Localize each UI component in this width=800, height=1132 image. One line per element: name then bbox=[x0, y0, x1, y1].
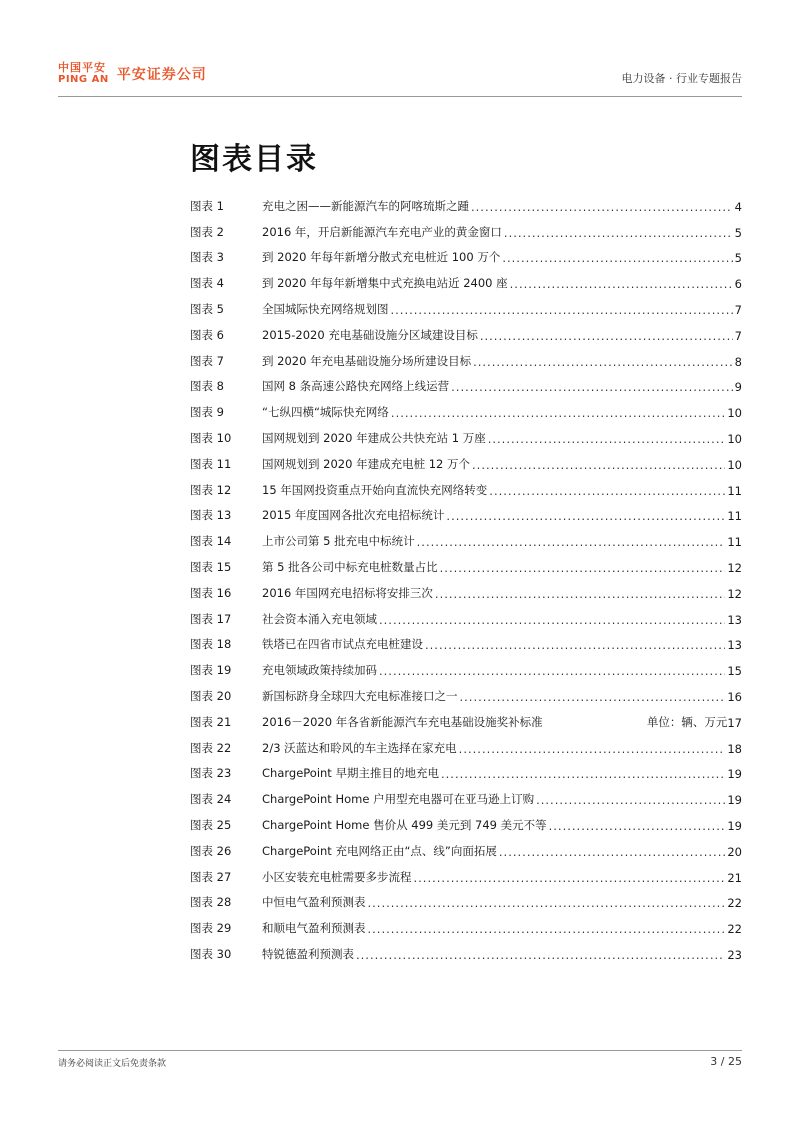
toc-entry-page: 22 bbox=[727, 896, 742, 911]
page-number: 3 / 25 bbox=[710, 1055, 742, 1068]
toc-entry-number: 图表 27 bbox=[190, 869, 232, 884]
toc-entry-title: 2/3 沃蓝达和聆风的车主选择在家充电 bbox=[262, 740, 457, 755]
toc-entry-title: 铁塔已在四省市试点充电桩建设 bbox=[262, 637, 423, 652]
toc-entry[interactable] bbox=[190, 833, 742, 859]
toc-dot-leader bbox=[368, 896, 726, 910]
toc-entry-page: 5 bbox=[734, 225, 742, 240]
toc-entry-title: 2015-2020 充电基础设施分区域建设目标 bbox=[262, 327, 478, 342]
toc-entry-title: 上市公司第 5 批充电中标统计 bbox=[262, 534, 415, 549]
toc-dot-leader bbox=[471, 200, 733, 214]
footer-divider bbox=[58, 1050, 742, 1051]
toc-entry-page: 19 bbox=[727, 767, 742, 782]
toc-entry-title: ChargePoint Home 售价从 499 美元到 749 美元不等 bbox=[262, 817, 547, 832]
toc-entry[interactable] bbox=[190, 265, 742, 291]
toc-entry[interactable] bbox=[190, 188, 742, 214]
toc-dot-leader bbox=[480, 329, 733, 343]
toc-entry-number: 图表 13 bbox=[190, 508, 232, 523]
toc-entry-page: 12 bbox=[727, 586, 742, 601]
toc-entry-title: 小区安装充电桩需要多步流程 bbox=[262, 869, 412, 884]
toc-entry-title: 2016－2020 年各省新能源汽车充电基础设施奖补标准 bbox=[262, 714, 543, 729]
toc-entry-title: ChargePoint 早期主推目的地充电 bbox=[262, 766, 439, 781]
toc-entry-page: 15 bbox=[727, 664, 742, 679]
toc-dot-leader bbox=[451, 380, 733, 394]
toc-entry[interactable] bbox=[190, 704, 742, 730]
toc-dot-leader bbox=[414, 871, 726, 885]
toc-entry[interactable] bbox=[190, 601, 742, 627]
toc-entry-number: 图表 5 bbox=[190, 301, 224, 316]
toc-entry-number: 图表 3 bbox=[190, 250, 224, 265]
toc-entry-number: 图表 6 bbox=[190, 327, 224, 342]
toc-entry-number: 图表 20 bbox=[190, 688, 232, 703]
toc-entry[interactable] bbox=[190, 885, 742, 911]
toc-entry-page: 8 bbox=[734, 354, 742, 369]
ping-an-logo bbox=[58, 62, 207, 85]
toc-entry[interactable] bbox=[190, 498, 742, 524]
toc-entry-title: 到 2020 年每年新增分散式充电桩近 100 万个 bbox=[262, 250, 501, 265]
toc-entry-page: 5 bbox=[734, 251, 742, 266]
toc-dot-leader bbox=[460, 690, 726, 704]
toc-entry-title: 2016 年，开启新能源汽车充电产业的黄金窗口 bbox=[262, 224, 502, 239]
toc-entry-number: 图表 29 bbox=[190, 921, 232, 936]
toc-entry[interactable] bbox=[190, 240, 742, 266]
toc-dot-leader bbox=[435, 587, 725, 601]
toc-entry-page: 6 bbox=[734, 277, 742, 292]
toc-entry-title: 新国标跻身全球四大充电标准接口之一 bbox=[262, 688, 458, 703]
toc-entry-page: 11 bbox=[727, 509, 742, 524]
toc-dot-leader bbox=[472, 458, 725, 472]
toc-entry-title: 2015 年度国网各批次充电招标统计 bbox=[262, 508, 445, 523]
toc-entry-title: 国网规划到 2020 年建成公共快充站 1 万座 bbox=[262, 430, 486, 445]
toc-entry[interactable] bbox=[190, 369, 742, 395]
toc-entry-number: 图表 22 bbox=[190, 740, 232, 755]
toc-entry[interactable] bbox=[190, 936, 742, 962]
toc-entry-page: 10 bbox=[727, 457, 742, 472]
report-type: 电力设备 · 行业专题报告 bbox=[621, 72, 742, 85]
toc-entry-number: 图表 12 bbox=[190, 482, 232, 497]
toc-entry-number: 图表 7 bbox=[190, 353, 224, 368]
toc-entry-page: 18 bbox=[727, 741, 742, 756]
toc-entry-number: 图表 2 bbox=[190, 224, 224, 239]
toc-entry-number: 图表 24 bbox=[190, 792, 232, 807]
toc-entry-title: 到 2020 年充电基础设施分场所建设目标 bbox=[262, 353, 472, 368]
toc-entry-title: ChargePoint Home 户用型充电器可在亚马逊上订购 bbox=[262, 792, 535, 807]
toc-entry-page: 19 bbox=[727, 793, 742, 808]
toc-entry[interactable] bbox=[190, 214, 742, 240]
toc-entry-page: 7 bbox=[734, 302, 742, 317]
toc-entry-page: 10 bbox=[727, 406, 742, 421]
toc-entry[interactable] bbox=[190, 472, 742, 498]
toc-dot-leader bbox=[417, 535, 726, 549]
toc-entry-number: 图表 14 bbox=[190, 534, 232, 549]
toc-entry-page: 20 bbox=[727, 844, 742, 859]
toc-entry[interactable] bbox=[190, 446, 742, 472]
toc-dot-leader bbox=[356, 948, 725, 962]
toc-entry-number: 图表 26 bbox=[190, 843, 232, 858]
toc-entry-title: ChargePoint 充电网络正由“点、线”向面拓展 bbox=[262, 843, 497, 858]
toc-entry-number: 图表 10 bbox=[190, 430, 232, 445]
toc-dot-leader bbox=[536, 793, 725, 807]
toc-dot-leader bbox=[368, 922, 726, 936]
toc-entry[interactable] bbox=[190, 394, 742, 420]
toc-dot-leader bbox=[440, 561, 726, 575]
logo-en-text: PING AN bbox=[58, 74, 109, 85]
toc-entry[interactable] bbox=[190, 807, 742, 833]
toc-entry-page: 7 bbox=[734, 328, 742, 343]
toc-entry-page: 22 bbox=[727, 922, 742, 937]
toc-dot-leader bbox=[441, 767, 725, 781]
toc-entry-title: 到 2020 年每年新增集中式充换电站近 2400 座 bbox=[262, 276, 508, 291]
toc-entry-title: 充电领域政策持续加码 bbox=[262, 663, 377, 678]
toc-dot-leader bbox=[504, 226, 733, 240]
toc-dot-leader bbox=[391, 406, 725, 420]
toc-entry-page: 13 bbox=[727, 638, 742, 653]
table-of-figures bbox=[190, 188, 742, 962]
toc-entry[interactable] bbox=[190, 859, 742, 885]
toc-dot-leader bbox=[489, 484, 725, 498]
toc-entry-number: 图表 25 bbox=[190, 817, 232, 832]
toc-entry-number: 图表 4 bbox=[190, 276, 224, 291]
toc-dot-leader bbox=[488, 432, 726, 446]
toc-entry[interactable] bbox=[190, 910, 742, 936]
toc-dot-leader bbox=[425, 638, 725, 652]
toc-entry-number: 图表 8 bbox=[190, 379, 224, 394]
toc-entry[interactable] bbox=[190, 781, 742, 807]
toc-entry-title: 国网规划到 2020 年建成充电桩 12 万个 bbox=[262, 456, 471, 471]
toc-entry-page: 16 bbox=[727, 689, 742, 704]
toc-entry-title: 第 5 批各公司中标充电桩数量占比 bbox=[262, 559, 438, 574]
company-name: 平安证券公司 bbox=[116, 66, 207, 83]
toc-dot-leader bbox=[510, 277, 733, 291]
toc-entry-title: 和顺电气盈利预测表 bbox=[262, 921, 366, 936]
toc-entry[interactable] bbox=[190, 730, 742, 756]
toc-dot-leader bbox=[391, 303, 733, 317]
toc-dot-leader bbox=[446, 509, 725, 523]
toc-entry-number: 图表 19 bbox=[190, 663, 232, 678]
page-header bbox=[58, 60, 742, 94]
toc-dot-leader bbox=[499, 845, 725, 859]
toc-entry-page: 11 bbox=[727, 535, 742, 550]
toc-entry-page: 17 bbox=[727, 715, 742, 730]
toc-entry-page: 12 bbox=[727, 560, 742, 575]
toc-dot-leader bbox=[549, 819, 726, 833]
toc-dot-leader bbox=[379, 664, 725, 678]
toc-entry[interactable] bbox=[190, 652, 742, 678]
toc-entry-number: 图表 17 bbox=[190, 611, 232, 626]
toc-entry-page: 10 bbox=[727, 431, 742, 446]
logo-cn-text: 中国平安 bbox=[58, 61, 106, 74]
toc-entry-page: 13 bbox=[727, 612, 742, 627]
toc-entry-number: 图表 15 bbox=[190, 559, 232, 574]
toc-dot-leader bbox=[502, 251, 732, 265]
toc-entry-number: 图表 1 bbox=[190, 198, 224, 213]
footer-disclaimer: 请务必阅读正文后免责条款 bbox=[58, 1059, 167, 1069]
toc-entry-title: 全国城际快充网络规划图 bbox=[262, 301, 389, 316]
toc-entry-number: 图表 16 bbox=[190, 585, 232, 600]
toc-entry-page: 19 bbox=[727, 818, 742, 833]
toc-entry[interactable] bbox=[190, 627, 742, 653]
toc-entry-page: 21 bbox=[727, 870, 742, 885]
toc-entry[interactable] bbox=[190, 678, 742, 704]
toc-entry[interactable] bbox=[190, 523, 742, 549]
toc-entry[interactable] bbox=[190, 575, 742, 601]
toc-entry-number: 图表 28 bbox=[190, 895, 232, 910]
toc-dot-leader bbox=[459, 742, 726, 756]
toc-entry-number: 图表 18 bbox=[190, 637, 232, 652]
toc-entry-page: 11 bbox=[727, 483, 742, 498]
header-divider bbox=[58, 96, 742, 97]
toc-entry[interactable] bbox=[190, 343, 742, 369]
toc-entry[interactable] bbox=[190, 291, 742, 317]
toc-entry-page: 9 bbox=[734, 380, 742, 395]
toc-entry-number: 图表 30 bbox=[190, 946, 232, 961]
toc-entry-title: 社会资本涌入充电领域 bbox=[262, 611, 377, 626]
toc-entry-number: 图表 21 bbox=[190, 714, 232, 729]
toc-entry-number: 图表 11 bbox=[190, 456, 232, 471]
toc-entry[interactable] bbox=[190, 756, 742, 782]
toc-entry-number: 图表 9 bbox=[190, 405, 224, 420]
toc-entry-title: 2016 年国网充电招标将安排三次 bbox=[262, 585, 433, 600]
toc-entry-page: 23 bbox=[727, 947, 742, 962]
toc-dot-leader bbox=[379, 613, 725, 627]
logo-mark bbox=[58, 62, 109, 85]
toc-entry[interactable] bbox=[190, 549, 742, 575]
toc-dot-leader bbox=[473, 355, 733, 369]
toc-entry-page: 4 bbox=[734, 199, 742, 214]
toc-entry-title: 中恒电气盈利预测表 bbox=[262, 895, 366, 910]
toc-entry-number: 图表 23 bbox=[190, 766, 232, 781]
toc-entry-title: 充电之困——新能源汽车的阿喀琉斯之踵 bbox=[262, 198, 469, 213]
toc-entry-title: 特锐德盈利预测表 bbox=[262, 946, 354, 961]
toc-entry-title: 国网 8 条高速公路快充网络上线运营 bbox=[262, 379, 450, 394]
toc-entry-title: “七纵四横“城际快充网络 bbox=[262, 405, 389, 420]
toc-entry[interactable] bbox=[190, 420, 742, 446]
page-title: 图表目录 bbox=[190, 142, 318, 177]
toc-entry[interactable] bbox=[190, 317, 742, 343]
toc-entry-title: 15 年国网投资重点开始向直流快充网络转变 bbox=[262, 482, 488, 497]
toc-entry-unit: 单位：辆、万元 bbox=[646, 714, 728, 729]
